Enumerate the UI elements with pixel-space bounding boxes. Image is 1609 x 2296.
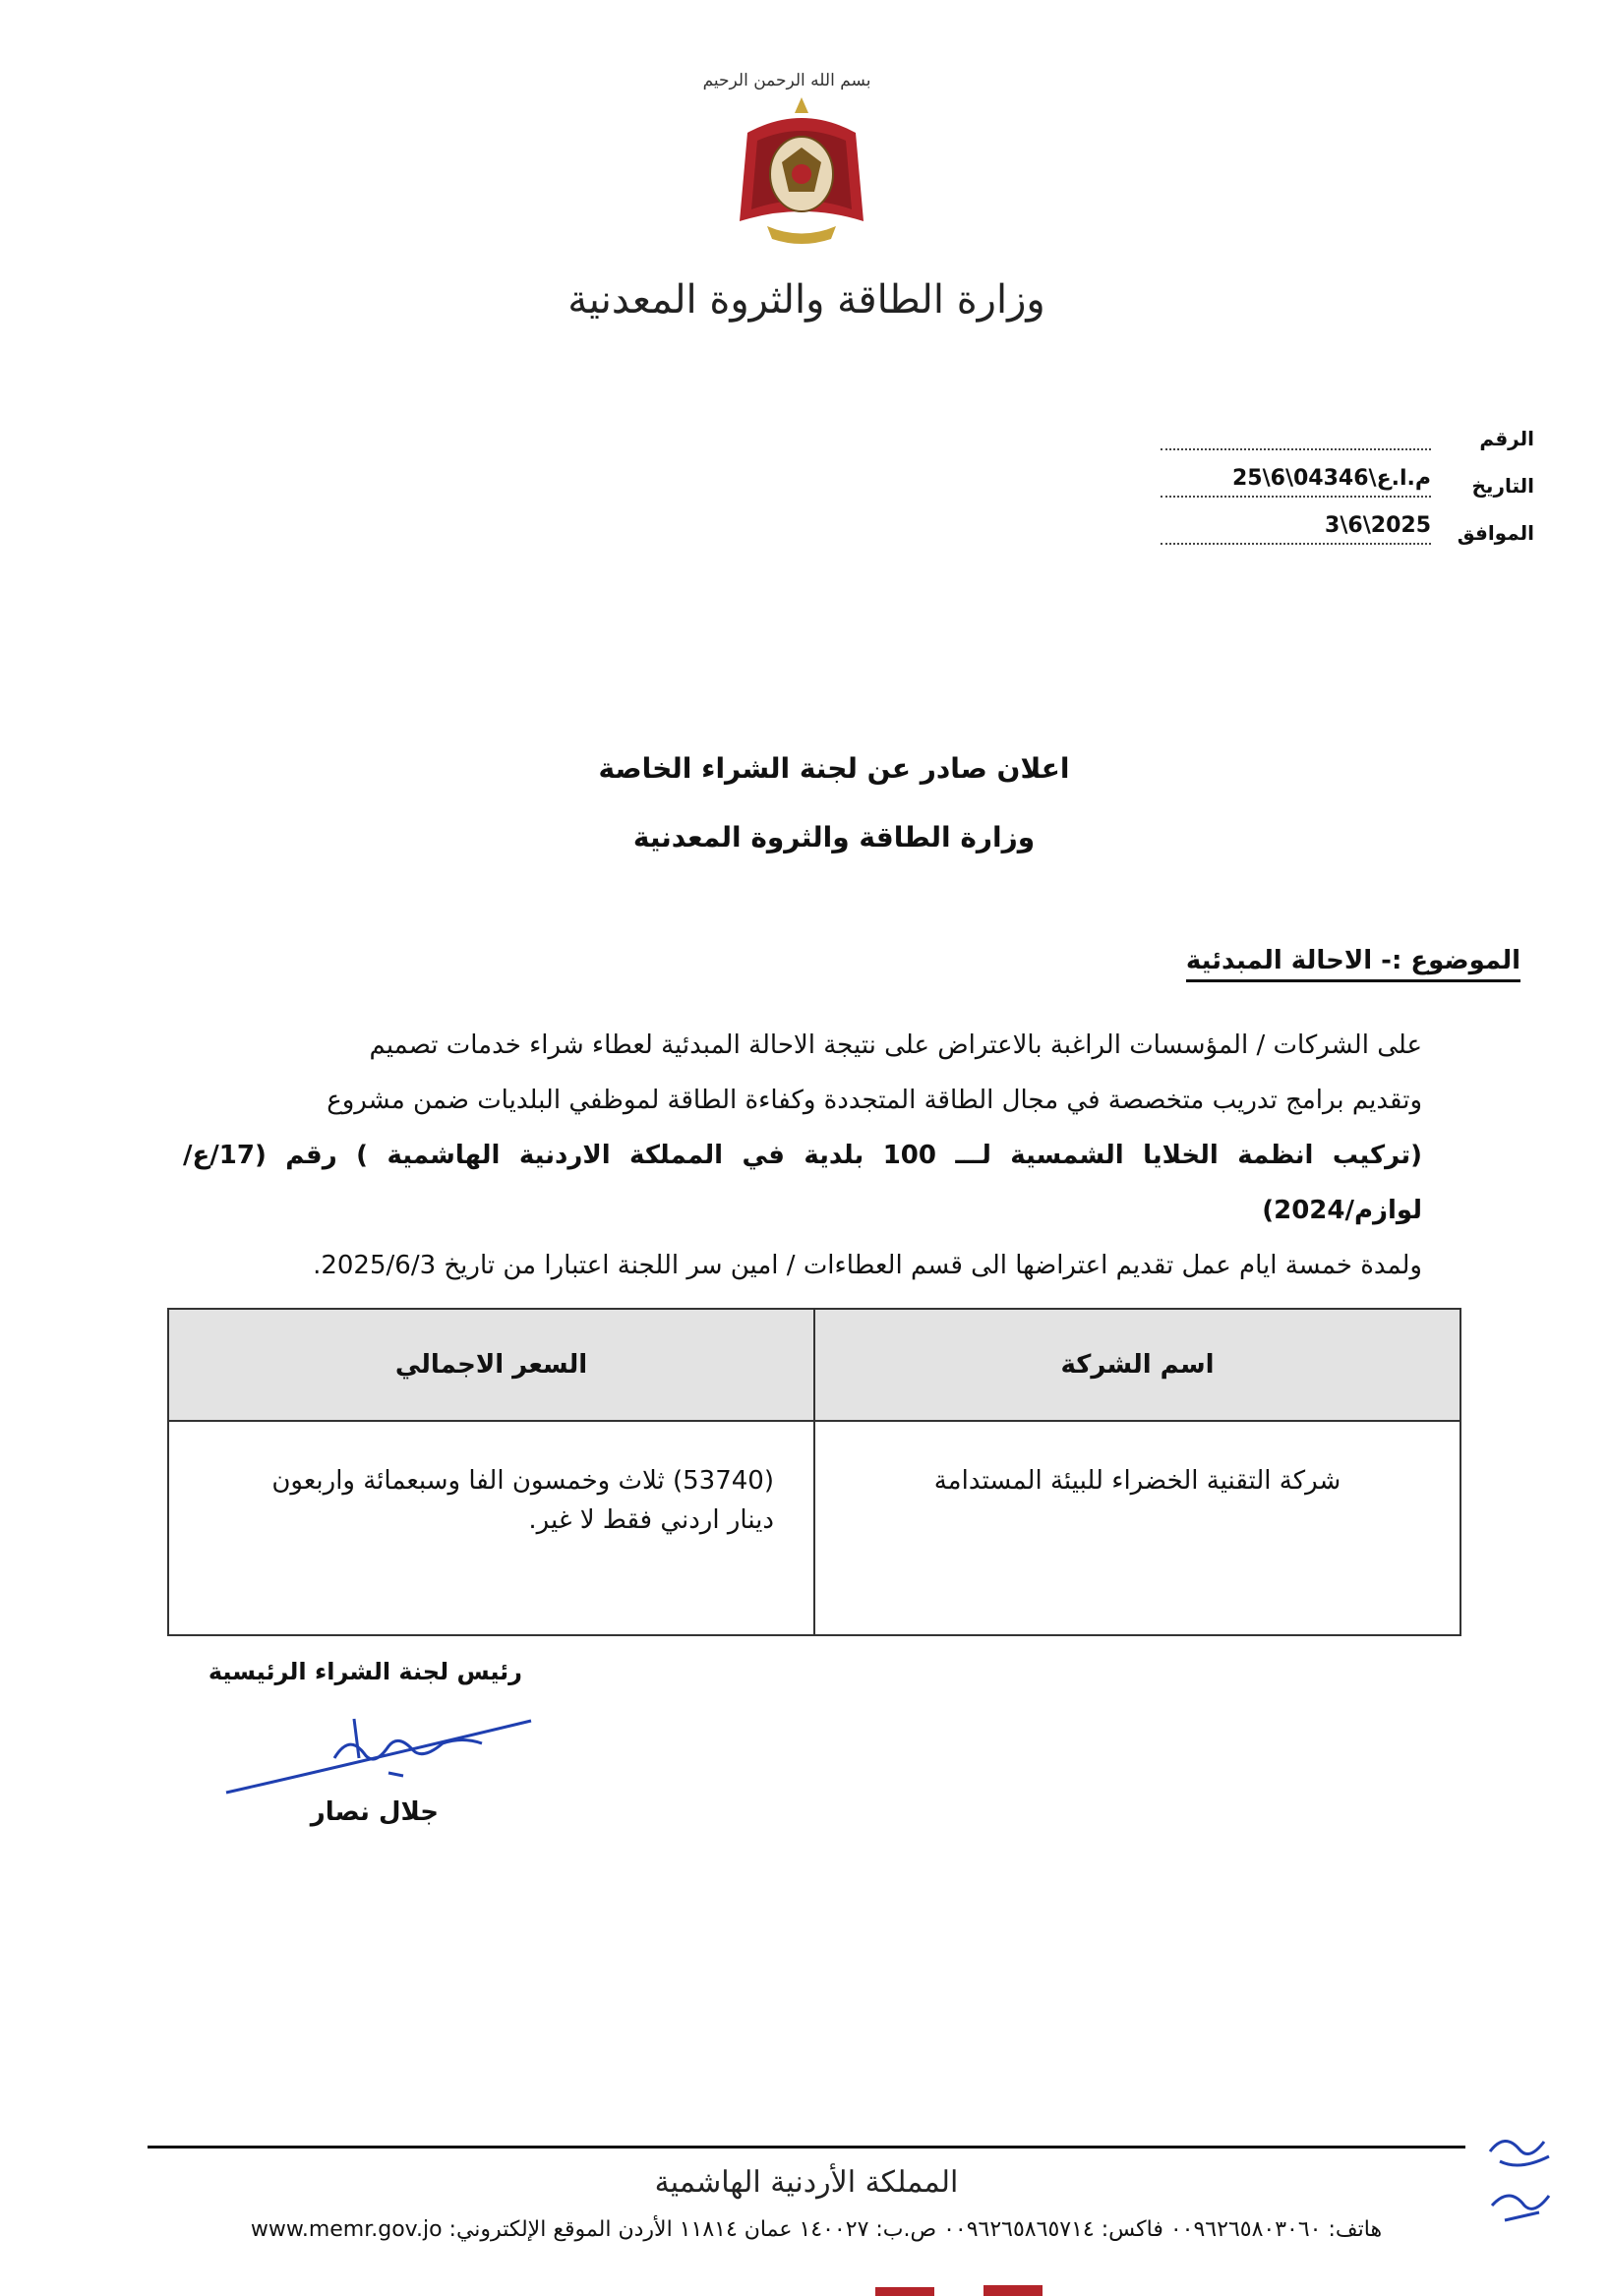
company-name-cell: شركة التقنية الخضراء للبيئة المستدامة bbox=[814, 1421, 1460, 1635]
coat-of-arms-icon bbox=[728, 93, 875, 251]
reference-corresponding-row bbox=[1023, 505, 1534, 545]
reference-date-row bbox=[1023, 458, 1534, 498]
reference-corresponding-label: الموافق bbox=[1457, 521, 1534, 545]
body-line: (تركيب انظمة الخلايا الشمسية لـــ 100 بلدية في المملكة الاردنية الهاشمية ) رقم (17/ع/لوازم/2024) bbox=[183, 1141, 1422, 1225]
handwritten-signature-icon bbox=[216, 1699, 541, 1807]
body-line: على الشركات / المؤسسات الراغبة بالاعتراض على نتيجة الاحالة المبدئية لعطاء شراء خدمات تصميم bbox=[369, 1030, 1422, 1060]
table-row bbox=[168, 1421, 1460, 1635]
reference-date-value: م.ا.ع\04346\6\25 bbox=[1161, 464, 1431, 498]
signature-title: رئيس لجنة الشراء الرئيسية bbox=[208, 1658, 522, 1685]
stamp-fragment-icon bbox=[865, 2279, 1062, 2296]
ministry-logo-text: وزارة الطاقة والثروة المعدنية bbox=[567, 277, 1045, 323]
award-table bbox=[167, 1308, 1461, 1636]
reference-number-value bbox=[1161, 417, 1431, 450]
reference-number-label: الرقم bbox=[1479, 427, 1534, 450]
subject-line: الموضوع :- الاحالة المبدئية bbox=[1186, 946, 1520, 982]
announcement-title: اعلان صادر عن لجنة الشراء الخاصة bbox=[598, 752, 1070, 785]
column-header-company: اسم الشركة bbox=[814, 1309, 1460, 1421]
total-price-cell: (53740) ثلاث وخمسون الفا وسبعمائة واربعون دينار اردني فقط لا غير. bbox=[168, 1421, 814, 1635]
column-header-price: السعر الاجمالي bbox=[168, 1309, 814, 1421]
handwritten-note-icon bbox=[1480, 2122, 1559, 2230]
reference-date-label: التاريخ bbox=[1471, 474, 1534, 498]
reference-number-row bbox=[1023, 411, 1534, 450]
body-line: ولمدة خمسة ايام عمل تقديم اعتراضها الى قسم العطاءات / امين سر اللجنة اعتبارا من تاريخ 2025/6/3. bbox=[313, 1251, 1422, 1280]
announcement-subtitle: وزارة الطاقة والثروة المعدنية bbox=[632, 821, 1036, 854]
signatory-name: جلال نصار bbox=[310, 1797, 439, 1827]
reference-corresponding-value: 2025\6\3 bbox=[1161, 511, 1431, 545]
contact-info: هاتف: ٠٠٩٦٢٦٥٨٠٣٠٦٠ فاكس: ٠٠٩٦٢٦٥٨٦٥٧١٤ ص.ب: ١٤٠٠٢٧ عمان ١١٨١٤ الأردن الموقع الإلكتروني: www.memr.gov.jo bbox=[250, 2217, 1383, 2242]
body-line: وتقديم برامج تدريب متخصصة في مجال الطاقة المتجددة وكفاءة الطاقة لموظفي البلديات ضمن مشروع bbox=[327, 1086, 1422, 1115]
kingdom-logo-text: المملكة الأردنية الهاشمية bbox=[654, 2165, 959, 2200]
table-header-row bbox=[168, 1309, 1460, 1421]
footer-divider bbox=[148, 2146, 1465, 2149]
body-paragraph bbox=[183, 1018, 1422, 1293]
basmala-text: بسم الله الرحمن الرحيم bbox=[702, 71, 871, 90]
